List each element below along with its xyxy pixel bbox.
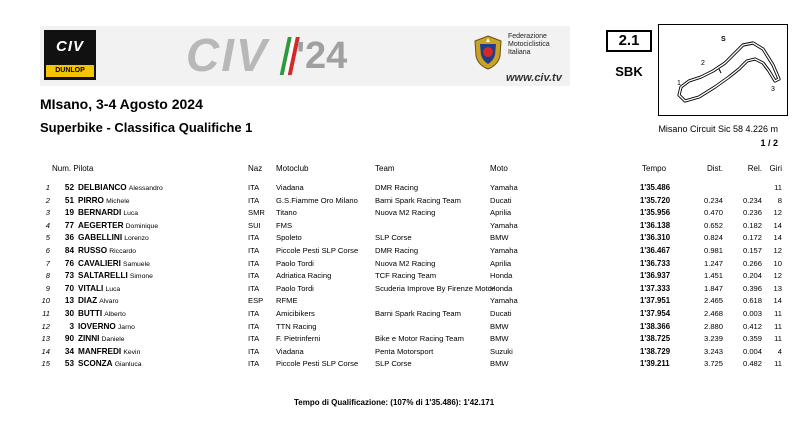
cell-motoclub: Piccole Pesti SLP Corse: [276, 245, 359, 255]
cell-nation: ITA: [248, 195, 260, 205]
cell-moto: Yamaha: [490, 296, 518, 306]
header-dist: Dist.: [707, 164, 723, 173]
cell-position: 4: [45, 220, 50, 230]
results-table: [0, 162, 800, 371]
cell-position: 7: [45, 258, 50, 268]
cell-laps: 11: [774, 359, 782, 369]
cell-position: 12: [41, 321, 50, 331]
rider-surname: DIAZ: [78, 296, 98, 306]
cell-rel: 0.204: [742, 271, 762, 281]
cell-team: TCF Racing Team: [375, 271, 437, 281]
cell-dist: 1.847: [703, 283, 723, 293]
cell-time: 1'36.310: [640, 233, 671, 243]
cell-team: Barni Spark Racing Team: [375, 195, 461, 205]
cell-nation: ITA: [248, 233, 260, 243]
rider-surname: ZINNI: [78, 334, 100, 344]
cell-moto: BMW: [490, 359, 509, 369]
rider-surname: PIRRO: [78, 195, 104, 205]
rider-name: Kevin: [123, 348, 141, 356]
rider-name: Michele: [106, 197, 130, 205]
header-moto: Moto: [490, 164, 508, 173]
cell-nation: ITA: [248, 334, 260, 344]
rider-name: Alvaro: [99, 298, 119, 306]
cell-number: 70: [64, 283, 74, 293]
table-row: [0, 333, 800, 346]
cell-position: 2: [45, 195, 50, 205]
rider-name: Luca: [105, 285, 121, 293]
page-number: 1 / 2: [760, 138, 778, 148]
cell-laps: 12: [773, 208, 782, 218]
cell-moto: Aprilia: [490, 208, 512, 218]
cell-time: 1'37.333: [640, 283, 671, 293]
cell-dist: 2.468: [703, 308, 723, 318]
rider-name: Alessandro: [128, 185, 163, 192]
fmi-line: Italiana: [508, 49, 531, 56]
cell-number: 3: [69, 321, 74, 331]
rider-surname: AEGERTER: [78, 220, 124, 230]
cell-rel: 0.482: [742, 359, 762, 369]
cell-position: 6: [45, 245, 50, 255]
cell-laps: 11: [774, 308, 782, 318]
cell-moto: BMW: [490, 321, 509, 331]
cell-laps: 8: [777, 195, 782, 205]
cell-laps: 12: [773, 271, 782, 281]
cell-team: Bike e Motor Racing Team: [375, 334, 464, 344]
cell-rider: [78, 182, 163, 196]
cell-team: Barni Spark Racing Team: [375, 308, 461, 318]
cell-dist: 3.239: [703, 334, 723, 344]
rider-name: Samuele: [123, 260, 150, 268]
cell-nation: ITA: [248, 258, 260, 268]
cell-motoclub: Titano: [276, 208, 297, 218]
cell-rider: [78, 270, 153, 284]
cell-dist: 0.981: [703, 245, 723, 255]
civ-logo-text: CIV: [186, 29, 269, 81]
cell-rider: [78, 207, 138, 221]
cell-rel: 0.396: [742, 283, 762, 293]
cell-number: 52: [64, 183, 74, 192]
cell-laps: 12: [773, 245, 782, 255]
cell-rel: 0.157: [742, 245, 762, 255]
cell-time: 1'38.729: [640, 346, 671, 356]
rider-surname: GABELLINI: [78, 233, 123, 243]
cell-team: DMR Racing: [375, 245, 419, 255]
cell-dist: 3.243: [703, 346, 723, 356]
cell-number: 13: [64, 296, 74, 306]
table-row: [0, 270, 800, 283]
cell-team: Scuderia Improve By Firenze Motor: [375, 283, 495, 293]
session-code: 2.1: [606, 30, 652, 52]
cell-laps: 13: [773, 283, 782, 293]
rider-surname: RUSSO: [78, 245, 108, 255]
cell-nation: ITA: [248, 359, 260, 369]
cell-rel: 0.003: [742, 308, 762, 318]
cell-time: 1'35.956: [640, 208, 671, 218]
cell-number: 76: [64, 258, 74, 268]
rider-name: Simone: [129, 273, 153, 281]
cell-motoclub: TTN Racing: [276, 321, 317, 331]
table-row: [0, 195, 800, 208]
rider-name: Daniele: [101, 336, 125, 344]
table-row: [0, 295, 800, 308]
rider-surname: BUTTI: [78, 308, 103, 318]
cell-laps: 11: [774, 334, 782, 344]
cell-rel: 0.618: [742, 296, 762, 306]
track-marker-1: 1: [677, 80, 681, 87]
cell-nation: ITA: [248, 245, 260, 255]
header-num-pilota: Num. Pilota: [52, 164, 94, 173]
cell-rider: [78, 195, 129, 209]
fmi-name: [508, 33, 550, 57]
cell-dist: 1.247: [703, 258, 723, 268]
cell-position: 5: [45, 233, 50, 243]
cell-time: 1'36.138: [640, 220, 671, 230]
cell-moto: Ducati: [490, 195, 512, 205]
cell-number: 77: [64, 220, 74, 230]
header-giri: Giri: [769, 164, 782, 173]
cell-number: 30: [64, 308, 74, 318]
cell-time: 1'36.937: [640, 271, 671, 281]
fmi-line: Motociclistica: [508, 41, 550, 48]
cell-motoclub: Viadana: [276, 183, 304, 192]
table-row: [0, 321, 800, 334]
cell-team: SLP Corse: [375, 233, 412, 243]
table-row: [0, 232, 800, 245]
civ-website-url[interactable]: www.civ.tv: [506, 72, 562, 84]
cell-moto: Honda: [490, 271, 513, 281]
event-title: MIsano, 3-4 Agosto 2024: [40, 96, 203, 112]
cell-dist: 0.234: [703, 195, 723, 205]
rider-name: Luca: [123, 210, 139, 218]
cell-motoclub: Paolo Tordi: [276, 283, 314, 293]
rider-surname: MANFREDI: [78, 346, 122, 356]
cell-dist: 3.725: [703, 359, 723, 369]
misano-track-icon: [659, 25, 789, 117]
cell-team: SLP Corse: [375, 359, 412, 369]
table-row: [0, 258, 800, 271]
cell-position: 3: [45, 208, 50, 218]
cell-dist: 2.880: [703, 321, 723, 331]
rider-surname: IOVERNO: [78, 321, 116, 331]
dunlop-sponsor: DUNLOP: [46, 65, 94, 77]
rider-surname: CAVALIERI: [78, 258, 121, 268]
cell-time: 1'37.954: [640, 308, 671, 318]
cell-nation: ITA: [248, 271, 260, 281]
header-motoclub: Motoclub: [276, 164, 309, 173]
cell-rider: [78, 308, 126, 322]
track-marker-3: 3: [771, 86, 775, 93]
cell-motoclub: G.S.Fiamme Oro Milano: [276, 195, 358, 205]
cell-rider: [78, 220, 158, 234]
cell-rider: [78, 245, 136, 259]
cell-rider: [78, 232, 149, 246]
cell-rel: 0.412: [742, 321, 762, 331]
cell-motoclub: Spoleto: [276, 233, 302, 243]
cell-rel: 0.236: [742, 208, 762, 218]
table-row: [0, 283, 800, 296]
cell-laps: 4: [777, 346, 782, 356]
cell-rider: [78, 333, 125, 347]
rider-name: Lorenzo: [124, 235, 149, 243]
cell-nation: ITA: [248, 308, 260, 318]
cell-number: 34: [64, 346, 74, 356]
cell-time: 1'35.720: [640, 195, 671, 205]
session-title: Superbike - Classifica Qualifiche 1: [40, 120, 253, 135]
cell-position: 11: [42, 308, 50, 318]
cell-nation: ITA: [248, 346, 260, 356]
cell-motoclub: Paolo Tordi: [276, 258, 314, 268]
cell-dist: 2.465: [703, 296, 723, 306]
rider-name: Dominique: [125, 222, 159, 230]
rider-surname: BERNARDI: [78, 208, 122, 218]
cell-rel: 0.359: [742, 334, 762, 344]
table-row: [0, 182, 800, 195]
cell-rel: 0.266: [742, 258, 762, 268]
cell-number: 53: [64, 359, 74, 369]
table-row: [0, 245, 800, 258]
table-row: [0, 220, 800, 233]
cell-team: Nuova M2 Racing: [375, 258, 436, 268]
cell-motoclub: Viadana: [276, 346, 304, 356]
cell-laps: 14: [773, 296, 782, 306]
cell-rel: 0.234: [742, 195, 762, 205]
cell-nation: SUI: [248, 220, 261, 230]
rider-name: Jarno: [117, 323, 135, 331]
cell-motoclub: Adriatica Racing: [276, 271, 332, 281]
cell-moto: Aprilia: [490, 258, 512, 268]
cell-position: 9: [45, 283, 50, 293]
cell-time: 1'36.467: [640, 245, 671, 255]
cell-rider: [78, 358, 142, 372]
cell-team: DMR Racing: [375, 183, 419, 192]
cell-position: 15: [41, 359, 50, 369]
cell-time: 1'38.366: [640, 321, 671, 331]
cell-laps: 14: [773, 220, 782, 230]
cell-number: 73: [64, 271, 74, 281]
table-row: [0, 207, 800, 220]
cell-moto: BMW: [490, 233, 509, 243]
civ-logo-year: '24: [296, 35, 348, 77]
cell-laps: 11: [774, 321, 782, 331]
table-row: [0, 308, 800, 321]
track-map: [658, 24, 788, 116]
cell-laps: 10: [773, 258, 782, 268]
cell-dist: 0.824: [703, 233, 723, 243]
cell-moto: Yamaha: [490, 245, 518, 255]
header-tempo: Tempo: [642, 164, 667, 173]
cell-rider: [78, 321, 135, 335]
header-team: Team: [375, 164, 395, 173]
table-row: [0, 346, 800, 359]
class-code: SBK: [615, 64, 643, 79]
cell-time: 1'37.951: [640, 296, 671, 306]
fmi-seal-icon: [472, 34, 504, 70]
cell-rel: 0.172: [742, 233, 762, 243]
rider-name: Riccardo: [109, 247, 137, 255]
cell-number: 84: [64, 245, 74, 255]
cell-dist: 0.470: [703, 208, 723, 218]
rider-name: Gianluca: [114, 361, 142, 369]
circuit-info: Misano Circuit Sic 58 4.226 m: [658, 124, 778, 134]
cell-rider: [78, 283, 120, 297]
cell-number: 19: [64, 208, 74, 218]
table-row: [0, 358, 800, 371]
rider-surname: VITALI: [78, 283, 104, 293]
header-naz: Naz: [248, 164, 263, 173]
cell-laps: 11: [774, 183, 782, 192]
cell-number: 51: [64, 195, 74, 205]
cell-motoclub: RFME: [276, 296, 298, 306]
cell-number: 36: [64, 233, 74, 243]
fmi-line: Federazione: [508, 33, 547, 40]
cell-moto: Honda: [490, 283, 513, 293]
cell-moto: Yamaha: [490, 183, 518, 192]
table-header: [0, 162, 800, 176]
cell-motoclub: F. Pietrinferni: [276, 334, 321, 344]
cell-moto: Ducati: [490, 308, 512, 318]
cell-position: 10: [41, 296, 50, 306]
cell-time: 1'38.725: [640, 334, 671, 344]
track-marker-s: S: [721, 36, 726, 43]
cell-dist: 1.451: [703, 271, 723, 281]
cell-motoclub: Piccole Pesti SLP Corse: [276, 359, 359, 369]
cell-rel: 0.182: [742, 220, 762, 230]
rider-surname: SALTARELLI: [78, 271, 128, 281]
header-rel: Rel.: [747, 164, 762, 173]
cell-rider: [78, 346, 140, 360]
cell-dist: 0.652: [703, 220, 723, 230]
rider-surname: DELBIANCO: [78, 183, 127, 192]
cell-nation: ITA: [248, 183, 260, 192]
cell-moto: Yamaha: [490, 220, 518, 230]
cell-moto: Suzuki: [490, 346, 513, 356]
cell-position: 14: [41, 346, 50, 356]
rider-name: Alberto: [104, 310, 126, 318]
civ-badge-text: CIV: [55, 38, 84, 55]
cell-time: 1'35.486: [640, 183, 671, 192]
cell-moto: BMW: [490, 334, 509, 344]
cell-team: Penta Motorsport: [375, 346, 434, 356]
cell-position: 13: [41, 334, 50, 344]
cell-motoclub: Amicibikers: [276, 308, 315, 318]
cell-nation: ITA: [248, 321, 260, 331]
track-marker-2: 2: [701, 60, 705, 67]
cell-time: 1'36.733: [640, 258, 671, 268]
qualifying-time: Tempo di Qualificazione: (107% di 1'35.486): 1'42.171: [294, 398, 495, 407]
rider-surname: SCONZA: [78, 359, 113, 369]
cell-nation: ESP: [248, 296, 264, 306]
cell-rider: [78, 295, 119, 309]
cell-motoclub: FMS: [276, 220, 293, 230]
cell-time: 1'39.211: [640, 359, 670, 369]
cell-position: 8: [45, 271, 50, 281]
civ-main-logo: [186, 29, 269, 81]
cell-rider: [78, 258, 150, 272]
cell-rel: 0.004: [742, 346, 762, 356]
cell-number: 90: [64, 334, 74, 344]
cell-team: Nuova M2 Racing: [375, 208, 436, 218]
civ-badge-logo: [44, 30, 96, 80]
cell-nation: ITA: [248, 283, 260, 293]
cell-nation: SMR: [248, 208, 265, 218]
cell-laps: 14: [773, 233, 782, 243]
cell-position: 1: [45, 183, 50, 192]
